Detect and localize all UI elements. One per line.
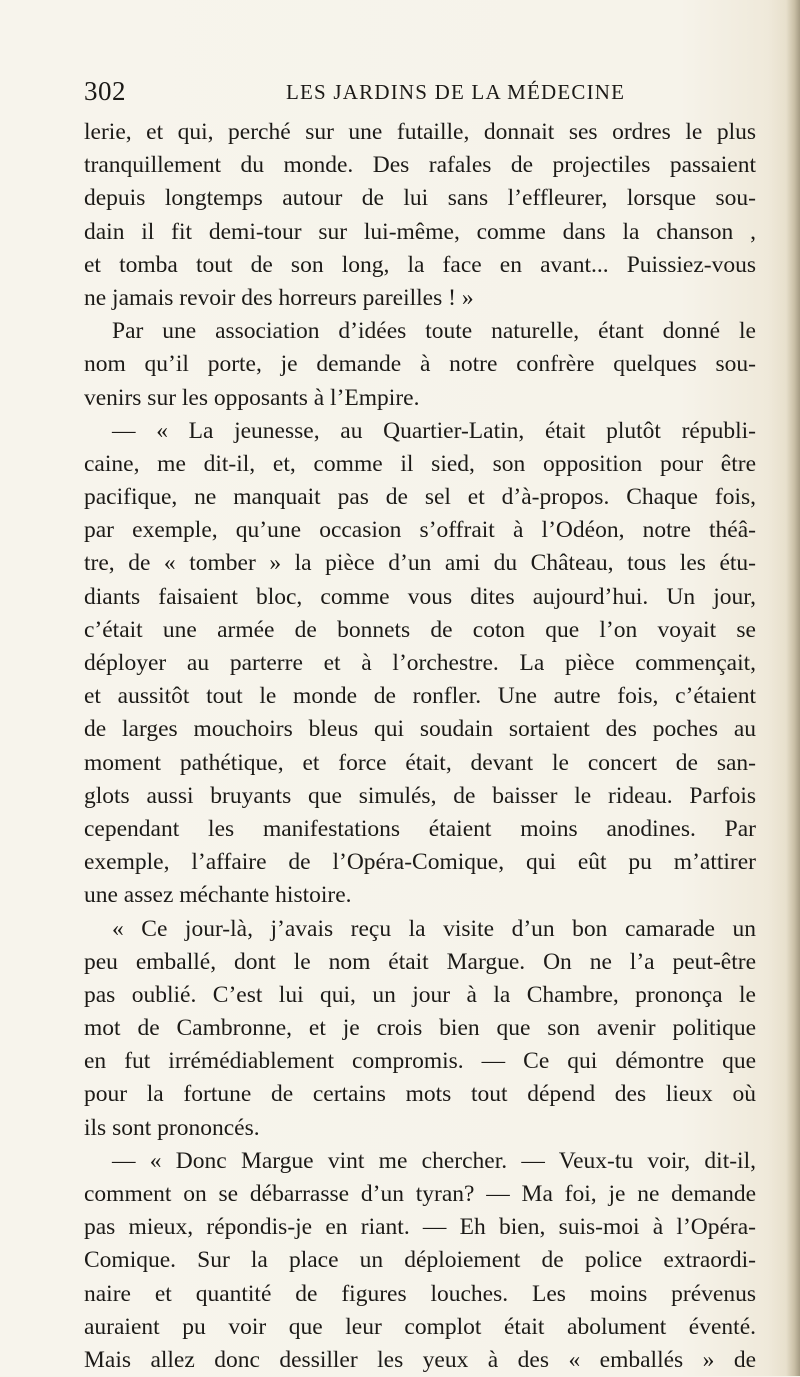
text-line: pas mieux, répondis-je en riant. — Eh bien, suis-moi à l’Opéra- (84, 1214, 756, 1241)
text-line: par exemple, qu’une occasion s’offrait à l’Odéon, notre théâ- (84, 517, 756, 544)
text-line: ils sont prononcés. (84, 1114, 260, 1141)
body-text (84, 116, 756, 1377)
page-header (84, 76, 754, 116)
text-line: déployer au parterre et à l’orchestre. La pièce commençait, (84, 650, 756, 676)
text-line: peu emballé, dont le nom était Margue. On ne l’a peut-être (84, 948, 756, 975)
text-line: comment on se débarrasse d’un tyran? — Ma foi, je ne demande (84, 1181, 756, 1207)
text-line: Mais allez donc dessiller les yeux à des « emballés » de (84, 1346, 756, 1373)
text-line: naire et quantité de figures louches. Les moins prévenus (84, 1280, 756, 1307)
text-line: lerie, et qui, perché sur une futaille, donnait ses ordres le plus (84, 119, 756, 145)
text-line: pour la fortune de certains mots tout dépend des lieux où (84, 1081, 756, 1108)
text-line: caine, me dit-il, et, comme il sied, son opposition pour être (84, 450, 756, 477)
text-line: exemple, l’affaire de l’Opéra-Comique, qui eût pu m’attirer (84, 849, 756, 876)
text-line: diants faisaient bloc, comme vous dites aujourd’hui. Un jour, (84, 583, 756, 610)
text-line: moment pathétique, et force était, devant le concert de san- (84, 749, 756, 776)
text-line: Comique. Sur la place un déploiement de police extraordi- (84, 1247, 756, 1274)
text-line: pacifique, ne manquait pas de sel et d’à-propos. Chaque fois, (84, 484, 756, 511)
text-line: mot de Cambronne, et je crois bien que son avenir politique (84, 1015, 756, 1042)
text-line: pas oublié. C’est lui qui, un jour à la Chambre, prononça le (84, 981, 756, 1008)
text-line: et aussitôt tout le monde de ronfler. Une autre fois, c’étaient (84, 683, 756, 710)
text-line: « Ce jour-là, j’avais reçu la visite d’un bon camarade un (112, 915, 756, 942)
text-line: glots aussi bruyants que simulés, de baisser le rideau. Parfois (84, 782, 756, 809)
text-line: venirs sur les opposants à l’Empire. (84, 384, 420, 411)
text-line: depuis longtemps autour de lui sans l’effleurer, lorsque sou- (84, 185, 756, 212)
text-line: et tomba tout de son long, la face en avant... Puissiez-vous (84, 251, 756, 278)
text-line: — « Donc Margue vint me chercher. — Veux-tu voir, dit-il, (112, 1147, 756, 1174)
text-line: en fut irrémédiablement compromis. — Ce qui démontre que (84, 1048, 756, 1075)
text-line: — « La jeunesse, au Quartier-Latin, était plutôt républi- (112, 417, 756, 444)
text-line: de larges mouchoirs bleus qui soudain sortaient des poches au (84, 716, 756, 743)
text-line: tre, de « tomber » la pièce d’un ami du Château, tous les étu- (84, 550, 756, 577)
text-line: ne jamais revoir des horreurs pareilles ! » (84, 284, 474, 311)
text-line: nom qu’il porte, je demande à notre confrère quelques sou- (84, 351, 756, 378)
running-head: LES JARDINS DE LA MÉDECINE (286, 80, 626, 104)
text-line: tranquillement du monde. Des rafales de projectiles passaient (84, 152, 756, 179)
text-line: une assez méchante histoire. (84, 882, 352, 909)
text-line: cependant les manifestations étaient moins anodines. Par (84, 815, 756, 842)
text-line: c’était une armée de bonnets de coton que l’on voyait se (84, 616, 756, 643)
text-line: auraient pu voir que leur complot était abolument éventé. (84, 1313, 756, 1340)
text-line: dain il fit demi-tour sur lui-même, comme dans la chanson , (84, 218, 756, 245)
text-line: Par une association d’idées toute naturelle, étant donné le (112, 318, 756, 345)
page-edge-shadow (786, 0, 800, 1376)
page-number: 302 (84, 76, 126, 106)
